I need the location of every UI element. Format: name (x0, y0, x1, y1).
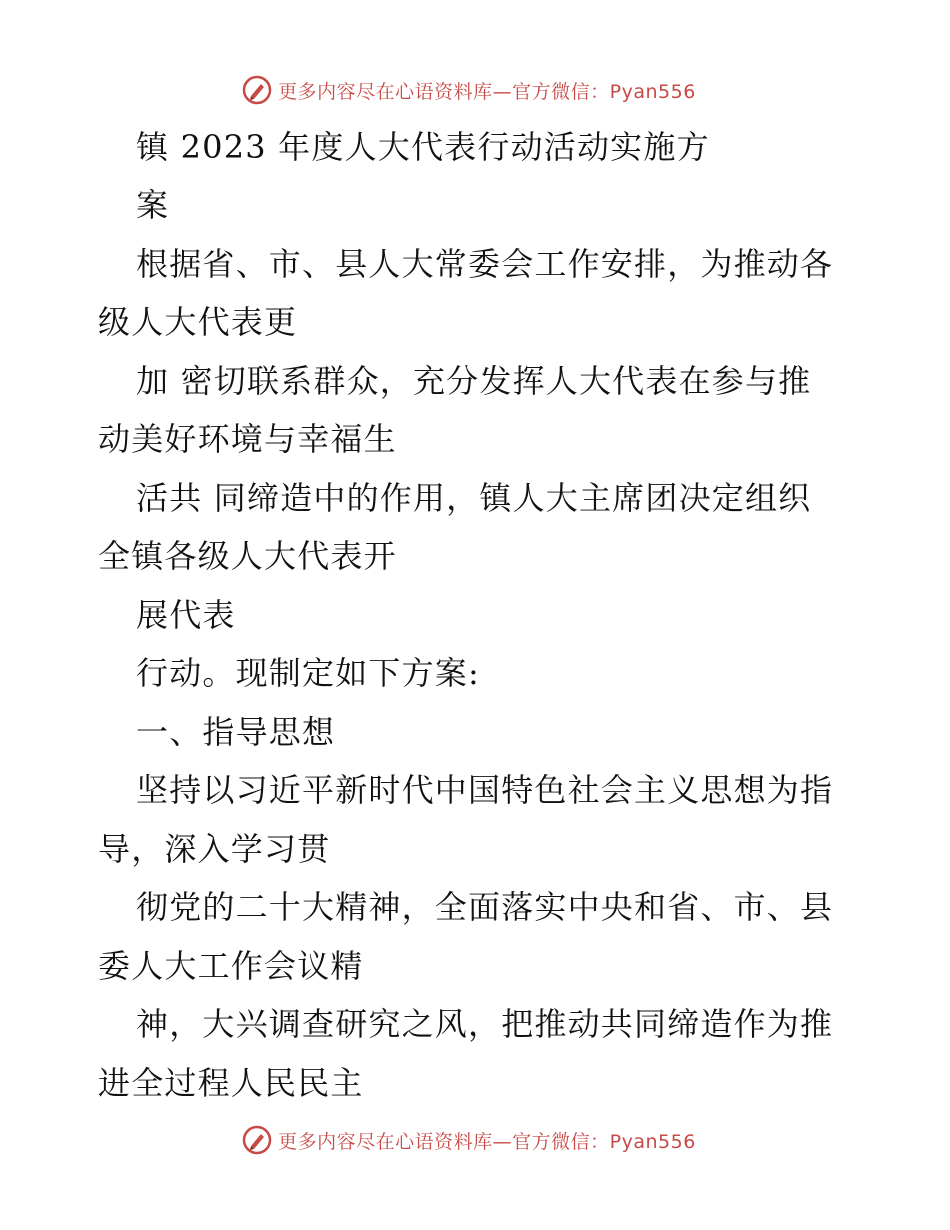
watermark-text: 更多内容尽在心语资料库—官方微信：Pyan556 (278, 1130, 696, 1153)
pen-logo-icon (242, 75, 272, 105)
section-heading: 一、指导思想 (136, 713, 336, 751)
doc-text-line: 彻党的二十大精神，全面落实中央和省、市、县 (136, 888, 834, 926)
doc-text-line: 动美好环境与幸福生 (98, 420, 397, 458)
doc-text-line: 委人大工作会议精 (98, 947, 364, 985)
doc-text-line: 行动。现制定如下方案: (136, 654, 480, 692)
watermark-banner-top (0, 70, 950, 110)
doc-text-line: 进全过程人民民主 (98, 1064, 364, 1102)
doc-text-line: 全镇各级人大代表开 (98, 537, 397, 575)
doc-text-line: 加 密切联系群众，充分发挥人大代表在参与推 (136, 362, 812, 400)
watermark-banner-bottom (0, 1120, 950, 1160)
doc-text-line: 活共 同缔造中的作用，镇人大主席团决定组织 (136, 479, 812, 517)
doc-text-line: 展代表 (136, 596, 236, 634)
doc-title-line-1: 镇 2023 年度人大代表行动活动实施方 (136, 128, 710, 166)
doc-text-line: 神，大兴调查研究之风，把推动共同缔造作为推 (136, 1005, 834, 1043)
doc-text-line: 导，深入学习贯 (98, 830, 331, 868)
doc-text-line: 根据省、市、县人大常委会工作安排，为推动各 (136, 245, 834, 283)
doc-title-line-2: 案 (136, 186, 170, 224)
watermark-text: 更多内容尽在心语资料库—官方微信：Pyan556 (278, 80, 696, 103)
pen-logo-icon (242, 1125, 272, 1155)
doc-text-line: 坚持以习近平新时代中国特色社会主义思想为指 (136, 771, 834, 809)
doc-text-line: 级人大代表更 (98, 303, 298, 341)
